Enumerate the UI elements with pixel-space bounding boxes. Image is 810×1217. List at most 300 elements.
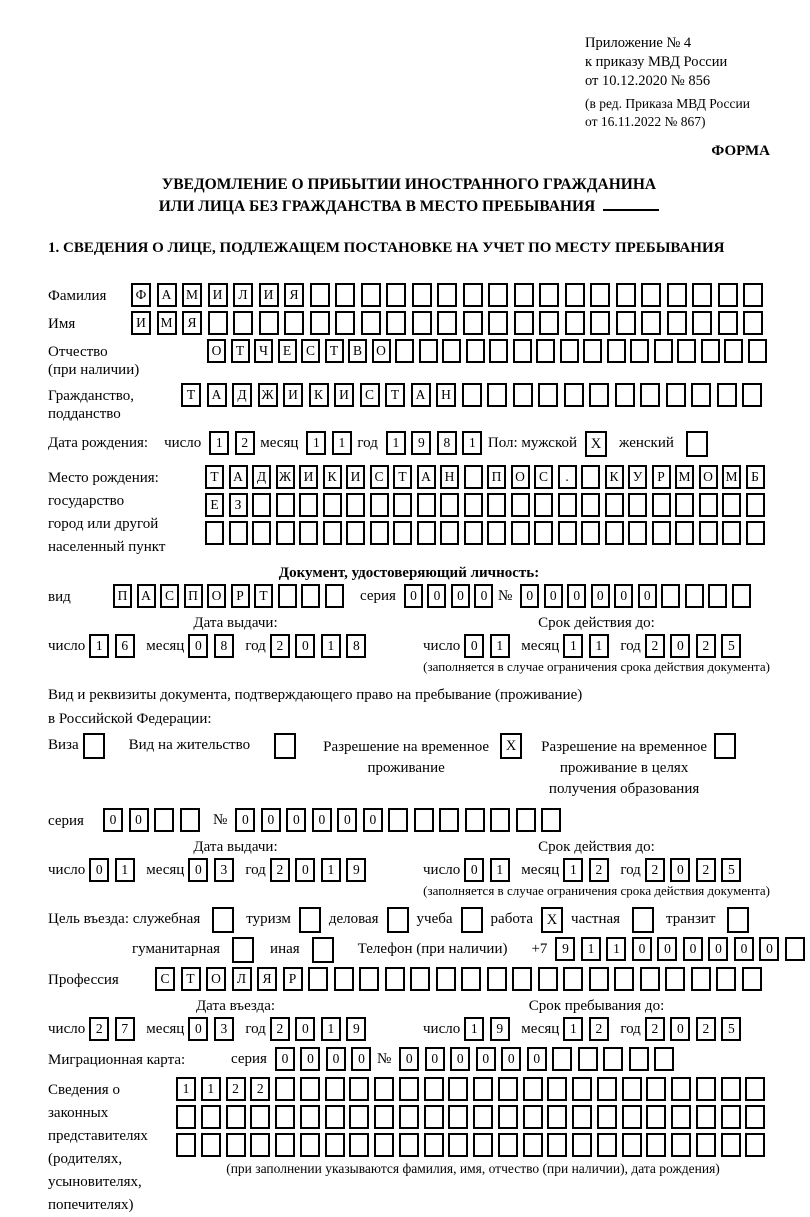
- char-cell: [374, 1133, 394, 1157]
- char-cell: [346, 521, 365, 545]
- purpose-official-checkbox: [212, 907, 234, 933]
- char-cell: Т: [205, 465, 224, 489]
- char-cell: [463, 283, 483, 307]
- representatives-label: Сведения о законных представителях (родителях, усыновителях, попечителях): [48, 1082, 148, 1213]
- char-cell: [349, 1133, 369, 1157]
- char-cell: [232, 937, 254, 963]
- char-cell: Ж: [258, 383, 278, 407]
- char-cell: 0: [614, 584, 633, 608]
- char-cell: Л: [233, 283, 253, 307]
- char-cell: [701, 339, 720, 363]
- char-cell: 0: [363, 808, 383, 832]
- char-cell: [487, 383, 507, 407]
- doc-issue-month-cells: [188, 634, 239, 658]
- char-cell: О: [372, 339, 391, 363]
- char-cell: [597, 1077, 617, 1101]
- char-cell: [346, 493, 365, 517]
- char-cell: Р: [652, 465, 671, 489]
- char-cell: З: [229, 493, 248, 517]
- char-cell: [212, 907, 234, 933]
- citizenship-label: Гражданство, подданство: [48, 388, 135, 422]
- form-title-line1: УВЕДОМЛЕНИЕ О ПРИБЫТИИ ИНОСТРАННОГО ГРАЖДАНИНА: [161, 176, 657, 193]
- char-cell: [654, 339, 673, 363]
- char-cell: [746, 493, 765, 517]
- char-cell: [464, 521, 483, 545]
- char-cell: [541, 808, 561, 832]
- purpose-row2: [48, 937, 773, 963]
- char-cell: [677, 339, 696, 363]
- char-cell: [675, 493, 694, 517]
- char-cell: В: [348, 339, 367, 363]
- char-cell: К: [323, 465, 342, 489]
- char-cell: 9: [490, 1017, 510, 1041]
- char-cell: [628, 521, 647, 545]
- char-cell: 0: [501, 1047, 521, 1071]
- doc-number-cells: [520, 584, 755, 608]
- char-cell: [229, 521, 248, 545]
- char-cell: 1: [563, 634, 583, 658]
- char-cell: [572, 1105, 592, 1129]
- char-cell: [439, 808, 459, 832]
- purpose-work-checkbox: [541, 907, 563, 933]
- char-cell: А: [157, 283, 177, 307]
- char-cell: [511, 493, 530, 517]
- migration-card-row: [48, 1047, 770, 1071]
- char-cell: 0: [326, 1047, 346, 1071]
- char-cell: [276, 521, 295, 545]
- char-cell: [547, 1077, 567, 1101]
- char-cell: [745, 1077, 765, 1101]
- char-cell: 0: [527, 1047, 547, 1071]
- char-cell: 1: [321, 858, 341, 882]
- char-cell: 3: [214, 858, 234, 882]
- char-cell: 0: [129, 808, 149, 832]
- char-cell: [386, 283, 406, 307]
- char-cell: 0: [683, 937, 703, 961]
- stay-month-cells: [563, 1017, 614, 1041]
- char-cell: [671, 1077, 691, 1101]
- char-cell: 0: [464, 858, 484, 882]
- char-cell: [512, 967, 532, 991]
- char-cell: [536, 339, 555, 363]
- char-cell: 2: [696, 634, 716, 658]
- char-cell: [335, 311, 355, 335]
- char-cell: Ч: [254, 339, 273, 363]
- char-cell: [539, 311, 559, 335]
- char-cell: 1: [490, 634, 510, 658]
- char-cell: [388, 808, 408, 832]
- char-cell: [325, 1133, 345, 1157]
- char-cell: Т: [385, 383, 405, 407]
- char-cell: [516, 808, 536, 832]
- char-cell: 0: [275, 1047, 295, 1071]
- edition-line: (в ред. Приказа МВД России: [585, 96, 750, 111]
- char-cell: 0: [451, 584, 470, 608]
- sex-male-checkbox: [585, 431, 607, 457]
- char-cell: А: [417, 465, 436, 489]
- stay-day-cells: [464, 1017, 515, 1041]
- char-cell: [641, 283, 661, 307]
- char-cell: [558, 493, 577, 517]
- char-cell: Н: [440, 465, 459, 489]
- char-cell: Я: [182, 311, 202, 335]
- char-cell: А: [207, 383, 227, 407]
- char-cell: [552, 1047, 572, 1071]
- char-cell: [461, 907, 483, 933]
- char-cell: [205, 521, 224, 545]
- form-title: [48, 174, 770, 218]
- char-cell: [424, 1133, 444, 1157]
- char-cell: [696, 1133, 716, 1157]
- doc-issue-group: Дата выдачи: число 1 6 месяц 0 8 год 2 0 1 8: [48, 614, 423, 658]
- purpose-humanitarian-label: гуманитарная: [132, 941, 221, 957]
- char-cell: 2: [645, 858, 665, 882]
- char-cell: [440, 521, 459, 545]
- char-cell: [667, 283, 687, 307]
- residence-valid-group: Срок действия до: число 0 1 месяц 1 2 год 2 0 2 5: [423, 838, 770, 882]
- residence-valid-year-cells: [645, 858, 747, 882]
- entry-year-cells: [270, 1017, 372, 1041]
- char-cell: [412, 283, 432, 307]
- char-cell: [252, 493, 271, 517]
- char-cell: [572, 1133, 592, 1157]
- char-cell: X: [500, 733, 522, 759]
- char-cell: [640, 967, 660, 991]
- char-cell: Я: [284, 283, 304, 307]
- char-cell: [721, 1105, 741, 1129]
- char-cell: [615, 383, 635, 407]
- char-cell: 7: [115, 1017, 135, 1041]
- char-cell: [424, 1105, 444, 1129]
- char-cell: [399, 1077, 419, 1101]
- char-cell: [488, 311, 508, 335]
- char-cell: [654, 1047, 674, 1071]
- char-cell: 8: [437, 431, 457, 455]
- char-cell: О: [207, 339, 226, 363]
- residence-dates-row: [48, 838, 770, 882]
- char-cell: 8: [346, 634, 366, 658]
- char-cell: 1: [589, 634, 609, 658]
- doc-issue-day-cells: [89, 634, 140, 658]
- entry-day-cells: [89, 1017, 140, 1041]
- char-cell: [671, 1105, 691, 1129]
- char-cell: [487, 967, 507, 991]
- char-cell: [597, 1133, 617, 1157]
- char-cell: 1: [563, 1017, 583, 1041]
- char-cell: 2: [589, 1017, 609, 1041]
- char-cell: [716, 967, 736, 991]
- char-cell: [667, 311, 687, 335]
- residence-series-cells: [103, 808, 205, 832]
- char-cell: [743, 283, 763, 307]
- purpose-work-label: работа: [490, 911, 534, 927]
- char-cell: [300, 1133, 320, 1157]
- char-cell: [748, 339, 767, 363]
- char-cell: [310, 283, 330, 307]
- char-cell: [325, 1077, 345, 1101]
- char-cell: 2: [589, 858, 609, 882]
- char-cell: 1: [606, 937, 626, 961]
- purpose-study-label: учеба: [416, 911, 453, 927]
- doc-dates-row: [48, 614, 770, 658]
- section1-heading: 1. СВЕДЕНИЯ О ЛИЦЕ, ПОДЛЕЖАЩЕМ ПОСТАНОВКЕ НА УЧЕТ ПО МЕСТУ ПРЕБЫВАНИЯ: [48, 240, 725, 256]
- purpose-other-checkbox: [312, 937, 334, 963]
- char-cell: [630, 339, 649, 363]
- char-cell: [708, 584, 727, 608]
- char-cell: [424, 1077, 444, 1101]
- char-cell: Е: [205, 493, 224, 517]
- char-cell: 0: [399, 1047, 419, 1071]
- temp-edu-checkbox: [714, 733, 736, 759]
- char-cell: [299, 493, 318, 517]
- residence-valid-note: (заполняется в случае ограничения срока действия документа): [423, 883, 770, 898]
- visa-checkbox: [83, 733, 105, 759]
- char-cell: [622, 1105, 642, 1129]
- entry-month-cells: [188, 1017, 239, 1041]
- char-cell: [461, 967, 481, 991]
- char-cell: А: [229, 465, 248, 489]
- char-cell: [691, 967, 711, 991]
- identity-doc-heading: Документ, удостоверяющий личность:: [278, 565, 540, 581]
- char-cell: [727, 907, 749, 933]
- char-cell: Л: [232, 967, 252, 991]
- doc-valid-day-cells: [464, 634, 515, 658]
- doc-valid-note: (заполняется в случае ограничения срока действия документа): [423, 659, 770, 674]
- char-cell: 0: [235, 808, 255, 832]
- char-cell: М: [722, 465, 741, 489]
- char-cell: [252, 521, 271, 545]
- char-cell: [419, 339, 438, 363]
- doc-kind-row: [48, 584, 770, 608]
- purpose-business-label: деловая: [328, 911, 379, 927]
- char-cell: [462, 383, 482, 407]
- doc-valid-year-cells: [645, 634, 747, 658]
- char-cell: 0: [295, 1017, 315, 1041]
- appendix-line: Приложение № 4: [585, 35, 692, 51]
- day-label: число: [164, 435, 202, 451]
- char-cell: [514, 283, 534, 307]
- char-cell: 0: [427, 584, 446, 608]
- char-cell: О: [699, 465, 718, 489]
- char-cell: [154, 808, 174, 832]
- birth-place-row1-cells: [205, 465, 769, 489]
- char-cell: 2: [270, 634, 290, 658]
- char-cell: 9: [555, 937, 575, 961]
- char-cell: [442, 339, 461, 363]
- surname-cells: [131, 283, 769, 307]
- appendix-block: [585, 34, 770, 131]
- char-cell: 0: [89, 858, 109, 882]
- char-cell: 9: [346, 858, 366, 882]
- char-cell: X: [541, 907, 563, 933]
- char-cell: К: [309, 383, 329, 407]
- purpose-private-checkbox: [632, 907, 654, 933]
- char-cell: И: [299, 465, 318, 489]
- char-cell: [300, 1077, 320, 1101]
- char-cell: [745, 1105, 765, 1129]
- char-cell: 0: [300, 1047, 320, 1071]
- char-cell: 1: [563, 858, 583, 882]
- char-cell: [399, 1133, 419, 1157]
- char-cell: 2: [270, 1017, 290, 1041]
- birth-place-row2-cells: [205, 493, 769, 517]
- char-cell: [666, 383, 686, 407]
- char-cell: Т: [181, 383, 201, 407]
- profession-row: [48, 967, 770, 991]
- doc-valid-month-cells: [563, 634, 614, 658]
- char-cell: Р: [283, 967, 303, 991]
- char-cell: [385, 967, 405, 991]
- char-cell: 8: [214, 634, 234, 658]
- purpose-private-label: частная: [571, 911, 621, 927]
- name-label: Имя: [48, 316, 76, 332]
- char-cell: О: [511, 465, 530, 489]
- char-cell: 2: [89, 1017, 109, 1041]
- char-cell: П: [487, 465, 506, 489]
- char-cell: [661, 584, 680, 608]
- purpose-row: [48, 907, 770, 933]
- char-cell: [349, 1077, 369, 1101]
- form-label: ФОРМА: [711, 143, 770, 159]
- char-cell: [622, 1077, 642, 1101]
- char-cell: [558, 521, 577, 545]
- char-cell: [233, 311, 253, 335]
- birth-place-row: [48, 465, 770, 559]
- char-cell: [538, 383, 558, 407]
- citizenship-cells: [181, 383, 768, 407]
- char-cell: 1: [386, 431, 406, 455]
- char-cell: 0: [188, 858, 208, 882]
- char-cell: [717, 383, 737, 407]
- char-cell: 1: [490, 858, 510, 882]
- purpose-tourism-checkbox: [299, 907, 321, 933]
- doc-valid-group: Срок действия до: число 0 1 месяц 1 1 год 2 0 2 5: [423, 614, 770, 658]
- char-cell: [325, 584, 344, 608]
- char-cell: 1: [176, 1077, 196, 1101]
- char-cell: 0: [670, 1017, 690, 1041]
- doc-kind-cells: [113, 584, 348, 608]
- char-cell: 2: [645, 1017, 665, 1041]
- char-cell: [274, 733, 296, 759]
- char-cell: [417, 493, 436, 517]
- char-cell: 0: [103, 808, 123, 832]
- char-cell: А: [137, 584, 156, 608]
- char-cell: X: [585, 431, 607, 457]
- char-cell: 6: [115, 634, 135, 658]
- char-cell: [547, 1133, 567, 1157]
- residence-issue-group: Дата выдачи: число 0 1 месяц 0 3 год 2 0 1 9: [48, 838, 423, 882]
- char-cell: [605, 493, 624, 517]
- female-label: женский: [619, 435, 674, 451]
- residence-issue-day-cells: [89, 858, 140, 882]
- representatives-note: (при заполнении указываются фамилия, имя, отчество (при наличии), дата рождения): [226, 1161, 720, 1176]
- char-cell: Т: [254, 584, 273, 608]
- char-cell: [448, 1105, 468, 1129]
- char-cell: О: [207, 584, 226, 608]
- char-cell: П: [113, 584, 132, 608]
- char-cell: [534, 493, 553, 517]
- doc-number-label: №: [497, 588, 513, 604]
- patronymic-note: (при наличии): [48, 362, 140, 378]
- char-cell: [414, 808, 434, 832]
- char-cell: [607, 339, 626, 363]
- residence-doc-type-row: [48, 733, 770, 800]
- purpose-transit-checkbox: [727, 907, 749, 933]
- char-cell: 0: [567, 584, 586, 608]
- doc-series-label: серия: [360, 588, 396, 604]
- char-cell: И: [346, 465, 365, 489]
- migration-number-label: №: [376, 1051, 392, 1067]
- char-cell: 0: [474, 584, 493, 608]
- char-cell: М: [675, 465, 694, 489]
- char-cell: [581, 521, 600, 545]
- char-cell: [538, 967, 558, 991]
- char-cell: 5: [721, 634, 741, 658]
- title-blank-underline: [603, 208, 659, 211]
- char-cell: [514, 311, 534, 335]
- char-cell: 2: [270, 858, 290, 882]
- char-cell: [448, 1077, 468, 1101]
- char-cell: [226, 1105, 246, 1129]
- char-cell: [436, 967, 456, 991]
- migration-series-cells: [275, 1047, 377, 1071]
- char-cell: [590, 283, 610, 307]
- char-cell: [722, 493, 741, 517]
- char-cell: И: [131, 311, 151, 335]
- name-cells: [131, 311, 769, 335]
- appendix-line: от 10.12.2020 № 856: [585, 73, 711, 89]
- char-cell: [597, 1105, 617, 1129]
- char-cell: [308, 967, 328, 991]
- residence-valid-day-cells: [464, 858, 515, 882]
- char-cell: [473, 1133, 493, 1157]
- char-cell: Т: [393, 465, 412, 489]
- char-cell: 0: [632, 937, 652, 961]
- char-cell: [473, 1105, 493, 1129]
- char-cell: 1: [581, 937, 601, 961]
- char-cell: 0: [670, 634, 690, 658]
- char-cell: 0: [759, 937, 779, 961]
- char-cell: 0: [591, 584, 610, 608]
- char-cell: С: [370, 465, 389, 489]
- purpose-business-checkbox: [387, 907, 409, 933]
- char-cell: [176, 1105, 196, 1129]
- char-cell: [640, 383, 660, 407]
- char-cell: Я: [257, 967, 277, 991]
- profession-cells: [155, 967, 767, 991]
- representatives-row2-cells: [176, 1105, 770, 1129]
- char-cell: Ж: [276, 465, 295, 489]
- char-cell: 0: [520, 584, 539, 608]
- char-cell: [616, 311, 636, 335]
- char-cell: [464, 493, 483, 517]
- char-cell: А: [411, 383, 431, 407]
- char-cell: [323, 521, 342, 545]
- char-cell: 0: [188, 634, 208, 658]
- char-cell: [299, 907, 321, 933]
- residence-valid-month-cells: [563, 858, 614, 882]
- char-cell: 0: [464, 634, 484, 658]
- char-cell: С: [534, 465, 553, 489]
- char-cell: [335, 283, 355, 307]
- char-cell: [374, 1105, 394, 1129]
- char-cell: 2: [645, 634, 665, 658]
- purpose-study-checkbox: [461, 907, 483, 933]
- char-cell: [448, 1133, 468, 1157]
- char-cell: [699, 521, 718, 545]
- char-cell: [498, 1077, 518, 1101]
- char-cell: [301, 584, 320, 608]
